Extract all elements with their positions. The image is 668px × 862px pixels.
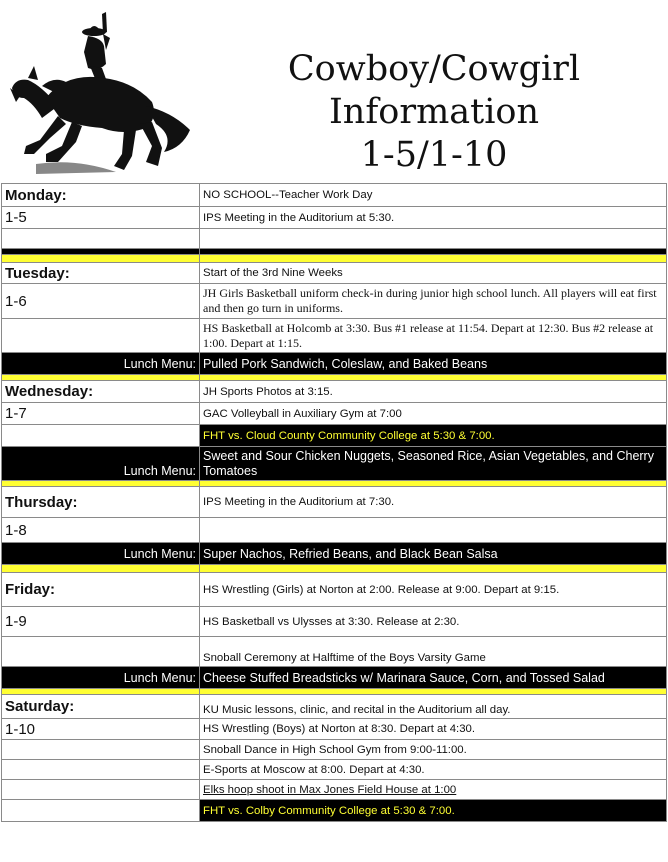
date-label: 1-5 — [2, 207, 200, 229]
schedule-table — [1, 183, 667, 822]
date-label: 1-9 — [2, 607, 200, 637]
activity: Snoball Ceremony at Halftime of the Boys Varsity Game — [200, 637, 667, 667]
table-row — [2, 284, 667, 319]
day-label: Wednesday: — [2, 381, 200, 403]
table-row — [2, 381, 667, 403]
table-row — [2, 207, 667, 229]
day-label: Thursday: — [2, 487, 200, 518]
lunch-row — [2, 447, 667, 481]
lunch-label: Lunch Menu: — [2, 353, 200, 375]
activity: HS Wrestling (Boys) at Norton at 8:30. Depart at 4:30. — [200, 719, 667, 740]
day-label: Monday: — [2, 184, 200, 207]
activity: E-Sports at Moscow at 8:00. Depart at 4:30. — [200, 760, 667, 780]
activity: IPS Meeting in the Auditorium at 7:30. — [200, 487, 667, 518]
activity: Elks hoop shoot in Max Jones Field House at 1:00 — [200, 780, 667, 800]
lunch-row — [2, 667, 667, 689]
day-label: Friday: — [2, 573, 200, 607]
title-line-3: 1-5/1-10 — [360, 135, 508, 175]
table-row — [2, 184, 667, 207]
activity: HS Basketball at Holcomb at 3:30. Bus #1 release at 11:54. Depart at 12:30. Bus #2 release at 1:00. Depart at 1:15. — [200, 319, 667, 353]
table-row — [2, 263, 667, 284]
title-line-1: Cowboy/Cowgirl — [287, 49, 581, 89]
table-row — [2, 780, 667, 800]
table-row — [2, 319, 667, 353]
activity: HS Basketball vs Ulysses at 3:30. Release at 2:30. — [200, 607, 667, 637]
activity: Snoball Dance in High School Gym from 9:00-11:00. — [200, 740, 667, 760]
date-label: 1-7 — [2, 403, 200, 425]
table-row — [2, 760, 667, 780]
table-row — [2, 487, 667, 518]
date-label: 1-8 — [2, 518, 200, 543]
header — [0, 0, 668, 183]
table-row — [2, 740, 667, 760]
activity: IPS Meeting in the Auditorium at 5:30. — [200, 207, 667, 229]
table-row — [2, 425, 667, 447]
activity: Start of the 3rd Nine Weeks — [200, 263, 667, 284]
table-row — [2, 637, 667, 667]
table-row — [2, 403, 667, 425]
lunch-label: Lunch Menu: — [2, 667, 200, 689]
table-row — [2, 518, 667, 543]
activity: JH Sports Photos at 3:15. — [200, 381, 667, 403]
lunch-menu: Sweet and Sour Chicken Nuggets, Seasoned Rice, Asian Vegetables, and Cherry Tomatoes — [200, 447, 667, 481]
lunch-menu: Pulled Pork Sandwich, Coleslaw, and Baked Beans — [200, 353, 667, 375]
table-row — [2, 573, 667, 607]
table-row — [2, 607, 667, 637]
lunch-menu: Cheese Stuffed Breadsticks w/ Marinara Sauce, Corn, and Tossed Salad — [200, 667, 667, 689]
table-row — [2, 695, 667, 719]
activity: HS Wrestling (Girls) at Norton at 2:00. Release at 9:00. Depart at 9:15. — [200, 573, 667, 607]
lunch-menu: Super Nachos, Refried Beans, and Black Bean Salsa — [200, 543, 667, 565]
title-line-2: Information — [328, 92, 540, 132]
table-row — [2, 229, 667, 249]
page-title — [200, 48, 668, 177]
day-label: Tuesday: — [2, 263, 200, 284]
bronco-rider-logo — [6, 6, 196, 176]
divider-yellow — [2, 565, 667, 573]
date-label: 1-10 — [2, 719, 200, 740]
game-event: FHT vs. Cloud County Community College at 5:30 & 7:00. — [200, 425, 667, 447]
activity: JH Girls Basketball uniform check-in during junior high school lunch. All players will eat first and then go turn in uniforms. — [200, 284, 667, 319]
date-label: 1-6 — [2, 284, 200, 319]
lunch-label: Lunch Menu: — [2, 447, 200, 481]
lunch-label: Lunch Menu: — [2, 543, 200, 565]
activity: KU Music lessons, clinic, and recital in the Auditorium all day. — [200, 695, 667, 719]
game-event: FHT vs. Colby Community College at 5:30 & 7:00. — [200, 800, 667, 822]
activity: NO SCHOOL--Teacher Work Day — [200, 184, 667, 207]
divider-yellow — [2, 255, 667, 263]
day-label: Saturday: — [2, 695, 200, 719]
table-row — [2, 800, 667, 822]
activity: GAC Volleyball in Auxiliary Gym at 7:00 — [200, 403, 667, 425]
table-row — [2, 719, 667, 740]
lunch-row — [2, 543, 667, 565]
lunch-row — [2, 353, 667, 375]
